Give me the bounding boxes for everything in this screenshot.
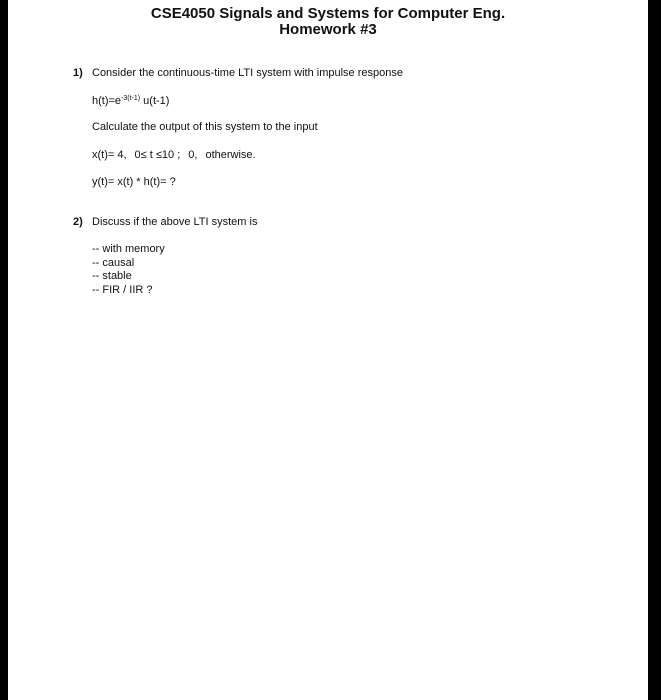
list-item: -- FIR / IIR ? [92,283,153,296]
question-1 [73,67,403,79]
question-1-number: 1) [73,67,83,79]
document-page [8,0,648,700]
input-interval: 0≤ t ≤10 ; [134,149,181,161]
question-2-prompt: Discuss if the above LTI system is [92,216,258,228]
property-list [92,243,165,297]
impulse-response-rhs: u(t-1) [143,95,170,107]
course-title: CSE4050 Signals and Systems for Computer Eng. [150,5,506,22]
question-1-task: Calculate the output of this system to the input [92,121,318,133]
impulse-response-exponent: -3(t-1) [121,95,141,102]
list-item: -- with memory [92,243,165,255]
impulse-response-equation [92,95,169,107]
input-signal-definition [92,149,256,161]
question-2 [73,216,257,228]
question-2-number: 2) [73,216,83,228]
impulse-response-lhs: h(t)=e [92,95,122,107]
homework-title: Homework #3 [279,21,377,38]
question-1-prompt: Consider the continuous-time LTI system with impulse response [92,67,403,79]
input-otherwise: otherwise. [205,149,256,161]
output-convolution: y(t)= x(t) * h(t)= ? [92,176,176,188]
list-item: -- causal [92,256,135,269]
list-item: -- stable [92,270,132,282]
input-value: x(t)= 4, [92,149,127,161]
input-else-value: 0, [188,149,198,161]
